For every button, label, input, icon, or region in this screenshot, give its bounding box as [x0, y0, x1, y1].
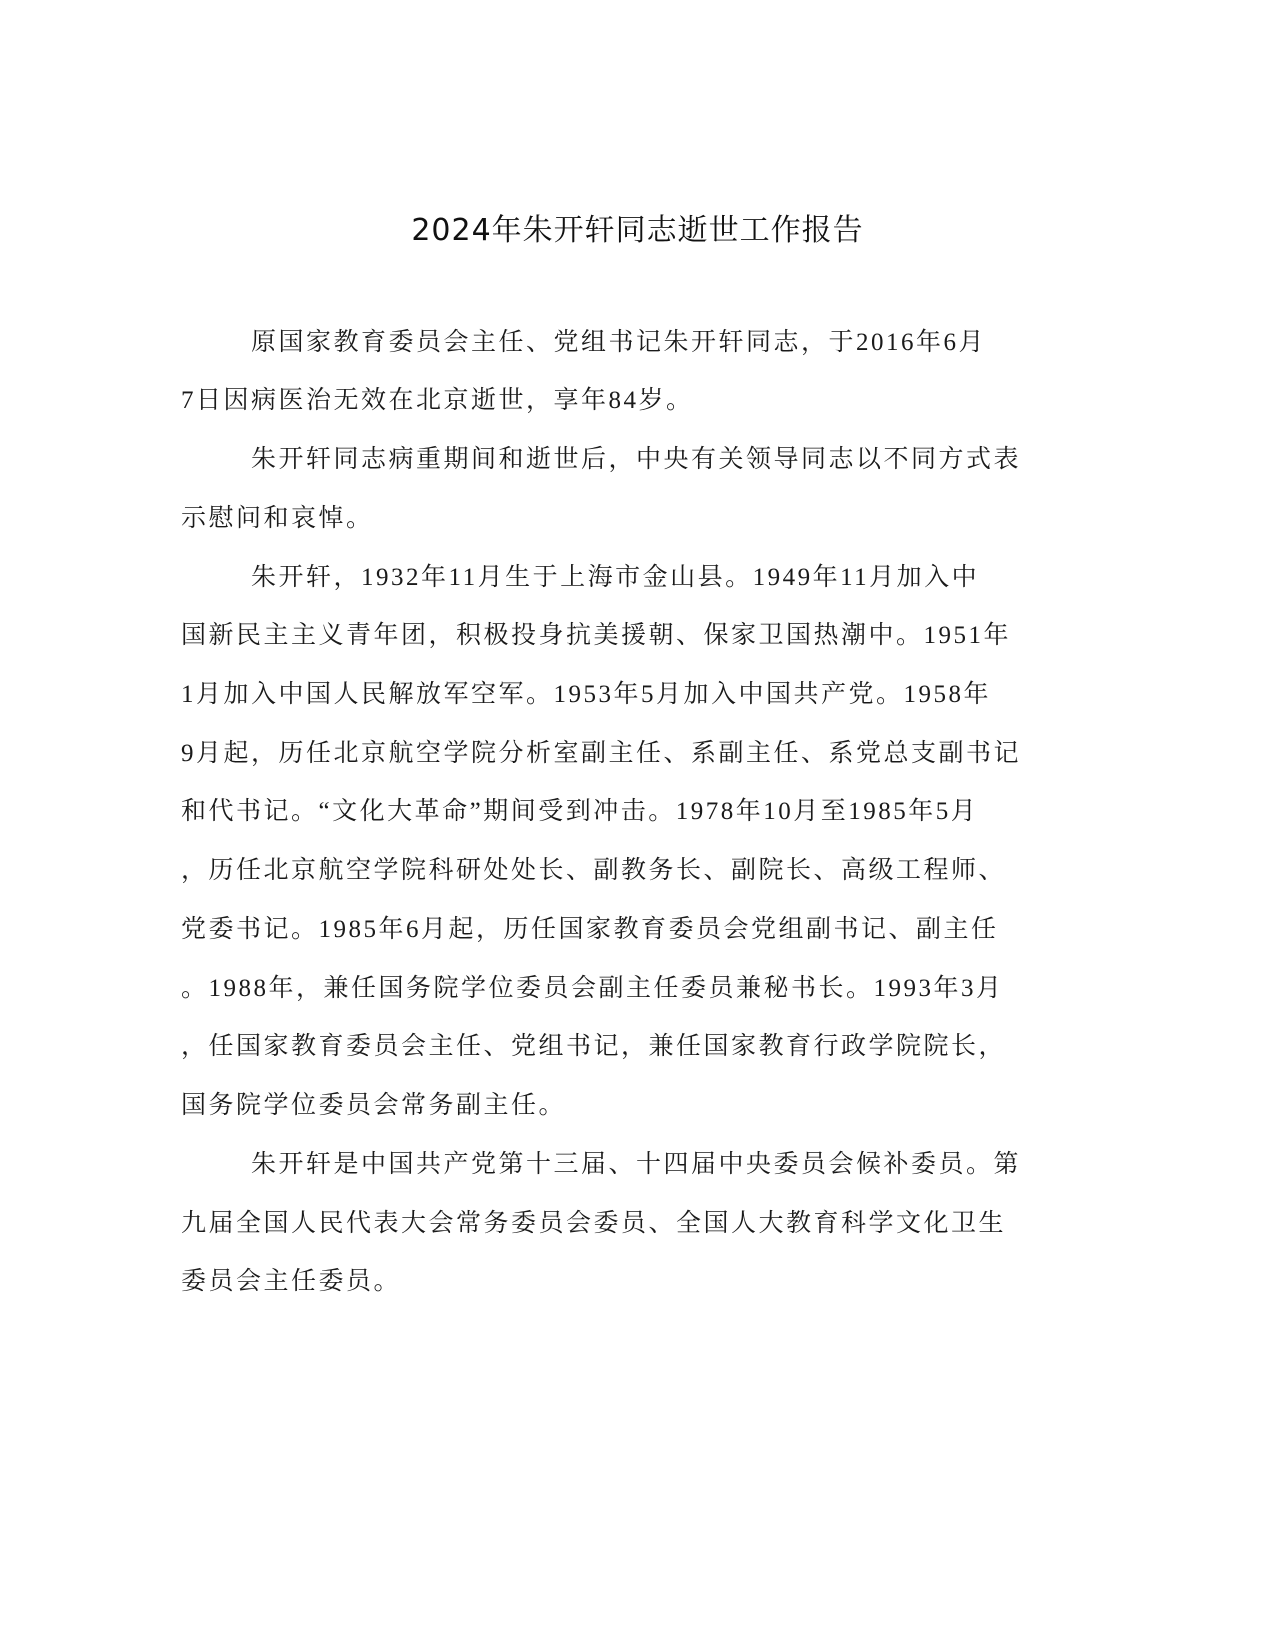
body-line: ，任国家教育委员会主任、党组书记，兼任国家教育行政学院院长， — [181, 1033, 1007, 1060]
body-line: 1月加入中国人民解放军空军。1953年5月加入中国共产党。1958年 — [181, 681, 992, 708]
body-line: 委员会主任委员。 — [181, 1268, 402, 1295]
body-line: 。1988年，兼任国务院学位委员会副主任委员兼秘书长。1993年3月 — [181, 975, 1004, 1002]
body-line: 党委书记。1985年6月起，历任国家教育委员会党组副书记、副主任 — [181, 916, 999, 943]
body-line: 原国家教育委员会主任、党组书记朱开轩同志，于2016年6月 — [251, 329, 987, 356]
document-title: 2024年朱开轩同志逝世工作报告 — [411, 213, 864, 248]
body-line: 和代书记。“文化大革命”期间受到冲击。1978年10月至1985年5月 — [181, 798, 979, 825]
body-line: 朱开轩，1932年11月生于上海市金山县。1949年11月加入中 — [251, 564, 980, 591]
body-line: 九届全国人民代表大会常务委员会委员、全国人大教育科学文化卫生 — [181, 1210, 1007, 1237]
body-line: 示慰问和哀悼。 — [181, 505, 374, 532]
body-line: ，历任北京航空学院科研处处长、副教务长、副院长、高级工程师、 — [181, 857, 1007, 884]
body-line: 9月起，历任北京航空学院分析室副主任、系副主任、系党总支副书记 — [181, 740, 1022, 767]
body-line: 朱开轩同志病重期间和逝世后，中央有关领导同志以不同方式表 — [251, 446, 1022, 473]
body-line: 国新民主主义青年团，积极投身抗美援朝、保家卫国热潮中。1951年 — [181, 622, 1012, 649]
body-line: 国务院学位委员会常务副主任。 — [181, 1092, 567, 1119]
body-line: 7日因病医治无效在北京逝世，享年84岁。 — [181, 387, 694, 414]
body-line: 朱开轩是中国共产党第十三届、十四届中央委员会候补委员。第 — [251, 1151, 1022, 1178]
